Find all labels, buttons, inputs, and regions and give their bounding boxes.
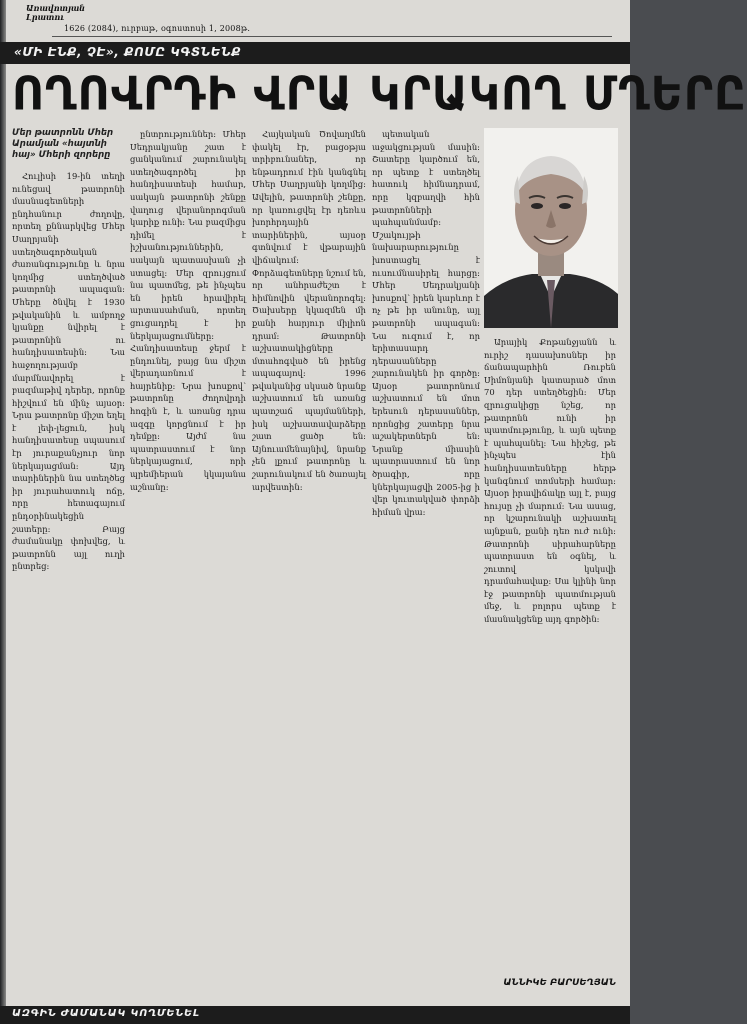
article-column-5 — [484, 336, 616, 968]
portrait-illustration — [484, 128, 618, 328]
column-text: Հուլիսի 19-ին տեղի ունեցավ թատրոնի մասնագետների ընդհանուր ժողովը, որտեղ քննարկվեց Մհեր Սաղրյանի ստեղծագործական ժառանգությունը և նրա կողմից ստեղծված թատրոնի ապագան։ Մհերը ծնվել է 1930 թվականին և ամբողջ կյանքը նվիրել է թատրոնին ու հանդիսատեսին։ Նա հաջողությամբ մարմնավորել է բազմաթիվ դերեր, որոնք հիշվում են մինչ այսօր։ Նրա թատրոնը միշտ եղել է լեփ-լեցուն, իսկ հանդիսատեսը սպասում էր յուրաքանչյուր նոր ներկայացման։ Այդ տարիներին նա ստեղծեց իր յուրահատուկ ոճը, որը հետագայում ընդօրինակեցին շատերը։ Բայց ժամանակը փոխվեց, և թատրոնն այլ ուղի ընտրեց։ — [12, 171, 125, 572]
column-text: պետական աջակցության մասին։ Շատերը կարծում են, որ պետք է ստեղծել հատուկ հիմնադրամ, որը կզբաղվի հին թատրոնների պահպանմամբ։ Մշակույթի նախարարությունը խոստացել է ուսումնասիրել հարցը։ Մհեր Սեդրակյանի խոսքով՝ իրեն կարևոր է ոչ թե իր անունը, այլ թատրոնի ապագան։ Նա ուզում է, որ երիտասարդ դերասանները շարունակեն իր գործը։ Այսօր թատրոնում աշխատում են մոտ երեսուն դերասաններ, որոնցից շատերը նրա աշակերտներն են։ Նրանք միասին պատրաստում են նոր ծրագիր, որը կներկայացվի 2005-ից ի վեր կուտակված փորձի հիման վրա։ — [372, 129, 480, 517]
article-column-2 — [130, 128, 246, 1008]
article-column-4 — [372, 128, 480, 1008]
column-text: Արայիկ Քոթանջյանն և ուրիշ դասախոսներ իր ճանապարհին Ռուբեն Սիմոնյանի կատարած մոտ 70 դեր ստեղծեցին։ Մեր զրուցակիցը նշեց, որ թատրոնն ունի իր պատմությունը, և այն պետք է պահպանել։ Նա հիշեց, թե ինչպես էին հանդիսատեսները հերթ կանգնում տոմսերի համար։ Այսօր իրավիճակը այլ է, բայց հույսը չի մարում։ Նա ասաց, որ կշարունակի աշխատել այնքան, քանի դեռ ուժ ունի։ Թատրոնի սիրահարները պատրաստ են օգնել, և շուտով կսկսվի դրամահավաք։ Սա կլինի նոր էջ թատրոնի պատմության մեջ, և բոլորս պետք է մասնակցենք այդ գործին։ — [484, 337, 616, 625]
portrait-photo — [484, 128, 618, 328]
article-column-1 — [12, 170, 125, 1008]
column-text: ընտրություններ։ Մհեր Սեդրակյանը շատ է ցանկանում շարունակել ստեղծագործել իր հանդիսատեսի համար, սակայն թատրոնի շենքը վաղուց վերանորոգման կարիք ունի։ Նա բազմիցս դիմել է իշխանություններին, սակայն պատասխան չի ստացել։ Մեր զրույցում նա պատմեց, թե ինչպես են իրեն հրավիրել արտասահման, որտեղ ցուցադրել է իր ներկայացումները։ Հանդիսատեսը ջերմ է ընդունել, բայց նա միշտ վերադառնում է հայրենիք։ Նրա խոսքով՝ թատրոնը ժողովրդի հոգին է, և առանց դրա ազգը կորցնում է իր դեմքը։ Այժմ նա պատրաստում է նոր ներկայացում, որի պրեմիերան կկայանա աշնանը։ — [130, 129, 246, 492]
column-text: Հայկական Ծովաղմեն փակել էր, բացօթյա տրիբունաներ, որ ենթադրում էին կանգնել Մհեր Սաղրյանի կողմից։ Ավելին, թատրոնի շենքը, որ կառուցվել էր դեռևս խորհրդային տարիներին, այսօր գտնվում է վթարային վիճակում։ Փորձագետները նշում են, որ անհրաժեշտ է հիմնովին վերանորոգել։ Ծախսերը կկազմեն մի քանի հարյուր միլիոն դրամ։ Թատրոնի աշխատակիցները մտահոգված են իրենց ապագայով։ 1996 թվականից սկսած նրանք աշխատում են առանց պատշաճ պայմանների, իսկ աշխատավարձերը շատ ցածր են։ Այնուամենայնիվ, նրանք չեն լքում թատրոնը և շարունակում են ծառայել արվեստին։ — [252, 129, 366, 492]
masthead — [12, 0, 612, 44]
article-column-3 — [252, 128, 366, 1008]
footer-text: ԱԶԳԻՆ ԺԱՄԱՆԱԿ ԿՈՂՄԵՆԵԼ — [12, 1008, 200, 1019]
author-byline: ԱՆՆԻԿԵ ԲԱՐՍԵՂՅԱՆ — [503, 978, 616, 988]
masthead-rule — [52, 36, 612, 37]
kicker-bar — [0, 42, 630, 64]
deck: Մեր թատրոնն Մհեր Արամյան «հայտնի հայ» Մհերի զորերը — [12, 128, 114, 160]
headline: ՈՂՈՎՐԴԻ ՎՐԱ ԿՐԱԿՈՂ ՄՂԵՐԸ — [12, 67, 747, 122]
issue-line: 1626 (2084), ուրբաթ, օգոստոսի 1, 2008թ. — [64, 24, 251, 33]
kicker-text: «ՄԻ ԷՆՔ, ՉԷ», ՔՈՄԸ ԿԳՏՆԵՆՔ — [14, 45, 242, 59]
footer-bar — [0, 1006, 630, 1024]
publication-name: Առավոտյան Լրատու — [26, 3, 86, 22]
page-spine — [0, 0, 6, 1024]
